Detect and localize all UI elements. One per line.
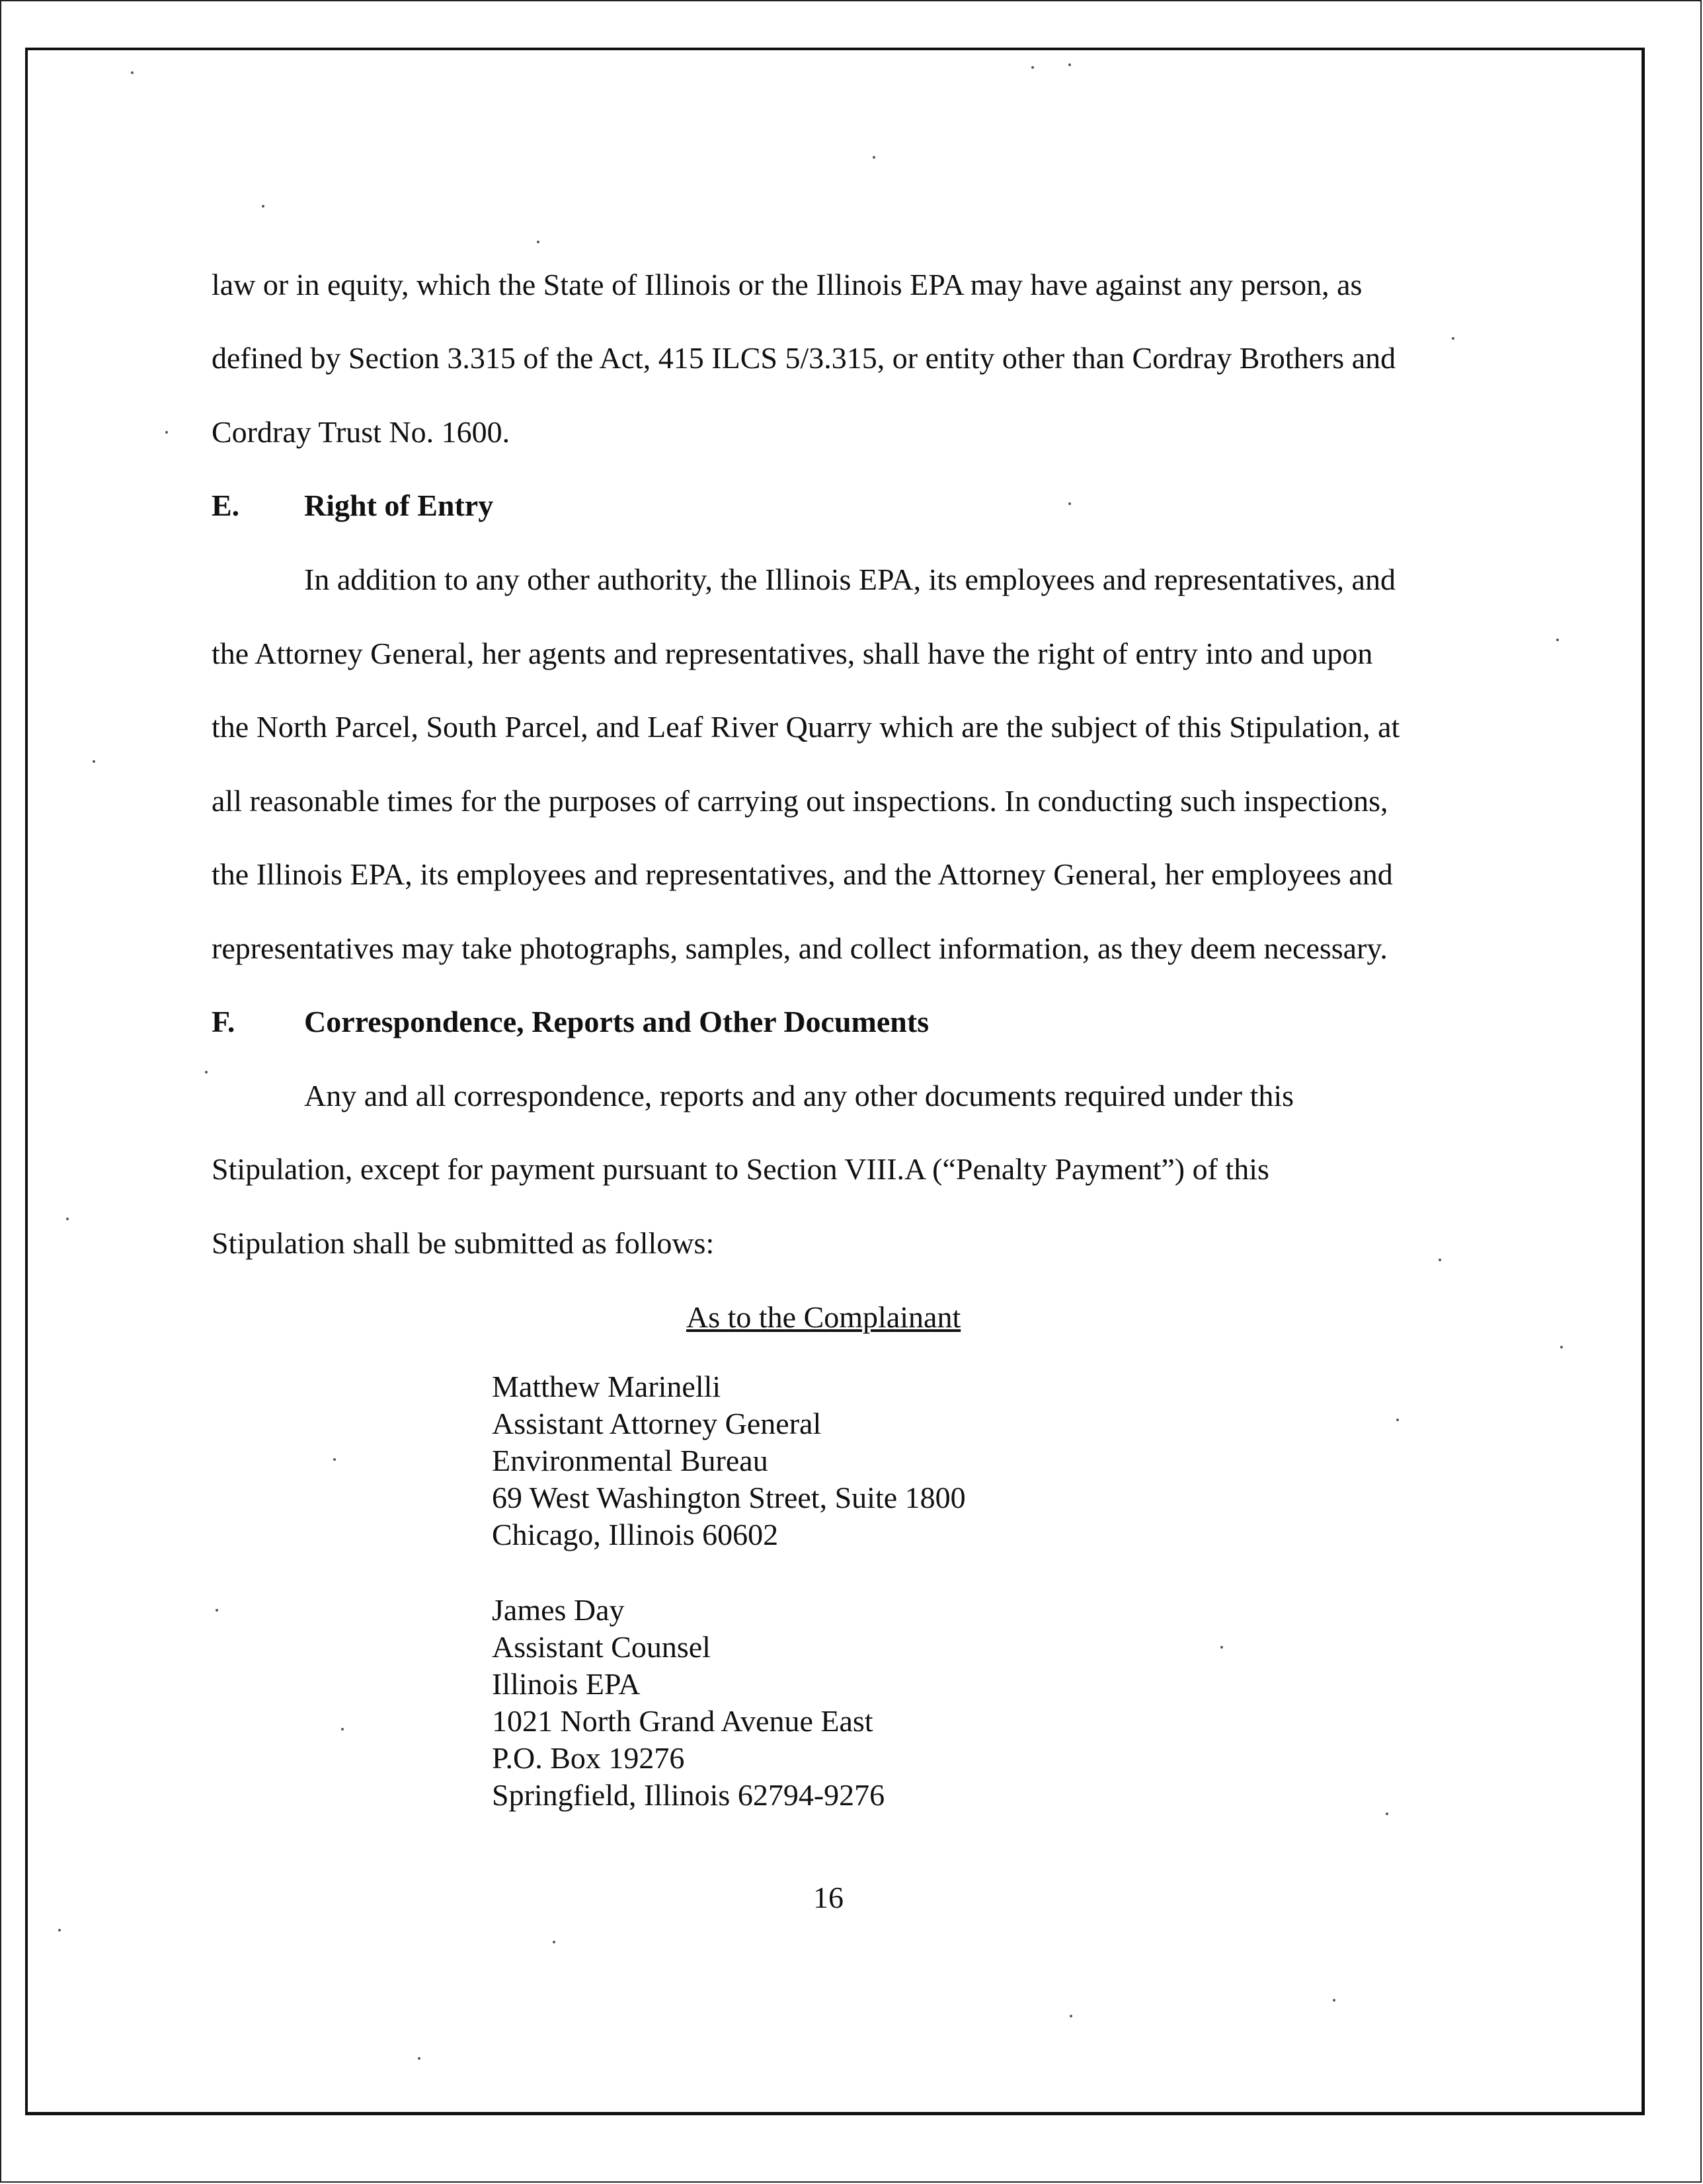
address-block-attorney-general xyxy=(492,1368,966,1553)
scan-speck xyxy=(873,156,875,159)
paragraph-continuation-line-3: Cordray Trust No. 1600. xyxy=(212,415,510,449)
scan-speck xyxy=(1452,337,1454,340)
scan-speck xyxy=(418,2057,420,2060)
address-line: Chicago, Illinois 60602 xyxy=(492,1518,779,1551)
scan-speck xyxy=(1220,1646,1223,1649)
section-e-line-5: the Illinois EPA, its employees and representatives, and the Attorney General, her employees and xyxy=(212,857,1393,891)
address-line: Assistant Attorney General xyxy=(492,1407,822,1440)
section-e-line-1: In addition to any other authority, the Illinois EPA, its employees and representatives, and xyxy=(304,563,1396,596)
scan-speck xyxy=(553,1941,555,1943)
section-e-line-4: all reasonable times for the purposes of carrying out inspections. In conducting such inspections, xyxy=(212,784,1388,818)
section-f-title: Correspondence, Reports and Other Documents xyxy=(304,1005,930,1038)
scan-speck xyxy=(1031,66,1034,69)
address-line: James Day xyxy=(492,1593,625,1627)
scan-speck xyxy=(1068,502,1071,505)
scan-speck xyxy=(262,205,264,208)
section-f-heading xyxy=(212,1007,1203,1040)
scan-speck xyxy=(1396,1419,1399,1421)
scan-speck xyxy=(1333,1999,1335,2002)
address-line: Springfield, Illinois 62794-9276 xyxy=(492,1778,885,1812)
scan-speck xyxy=(1070,2015,1072,2017)
page-number: 16 xyxy=(813,1881,844,1914)
scan-speck xyxy=(341,1728,344,1731)
section-e-line-6: representatives may take photographs, samples, and collect information, as they deem necessary. xyxy=(212,931,1388,965)
scan-speck xyxy=(333,1458,336,1461)
scan-speck xyxy=(58,1929,61,1931)
paragraph-continuation-line-2: defined by Section 3.315 of the Act, 415 ILCS 5/3.315, or entity other than Cordray Brothers and xyxy=(212,341,1396,375)
scan-speck xyxy=(216,1609,218,1612)
address-line: Matthew Marinelli xyxy=(492,1370,721,1403)
address-block-illinois-epa xyxy=(492,1592,885,1814)
section-e-title: Right of Entry xyxy=(304,488,494,522)
scan-speck xyxy=(66,1218,69,1220)
scan-speck xyxy=(1386,1813,1388,1815)
section-f-line-1: Any and all correspondence, reports and any other documents required under this xyxy=(304,1079,1294,1112)
scan-speck xyxy=(1439,1259,1441,1261)
section-f-letter: F. xyxy=(212,1005,235,1038)
section-e-letter: E. xyxy=(212,488,240,522)
section-e-heading xyxy=(212,490,1005,524)
scan-speck xyxy=(131,71,134,74)
section-f-line-2: Stipulation, except for payment pursuant to Section VIII.A (“Penalty Payment”) of this xyxy=(212,1152,1269,1186)
address-line: 1021 North Grand Avenue East xyxy=(492,1704,873,1738)
scan-speck xyxy=(1068,63,1071,66)
address-line: 69 West Washington Street, Suite 1800 xyxy=(492,1481,966,1514)
scan-speck xyxy=(1556,639,1559,641)
complainant-heading: As to the Complainant xyxy=(686,1300,961,1334)
address-line: Environmental Bureau xyxy=(492,1444,768,1477)
scan-speck xyxy=(93,760,95,763)
scan-speck xyxy=(537,241,539,243)
address-line: Illinois EPA xyxy=(492,1667,641,1701)
address-line: Assistant Counsel xyxy=(492,1630,711,1664)
scan-speck xyxy=(1560,1346,1563,1348)
scan-speck xyxy=(205,1071,208,1073)
section-f-line-3: Stipulation shall be submitted as follows: xyxy=(212,1226,715,1260)
section-e-line-3: the North Parcel, South Parcel, and Leaf River Quarry which are the subject of this Stipulation, at xyxy=(212,710,1400,744)
scan-speck xyxy=(165,431,168,434)
section-e-line-2: the Attorney General, her agents and representatives, shall have the right of entry into and upon xyxy=(212,637,1373,670)
paragraph-continuation-line-1: law or in equity, which the State of Illinois or the Illinois EPA may have against any person, as xyxy=(212,268,1363,301)
address-line: P.O. Box 19276 xyxy=(492,1741,685,1775)
